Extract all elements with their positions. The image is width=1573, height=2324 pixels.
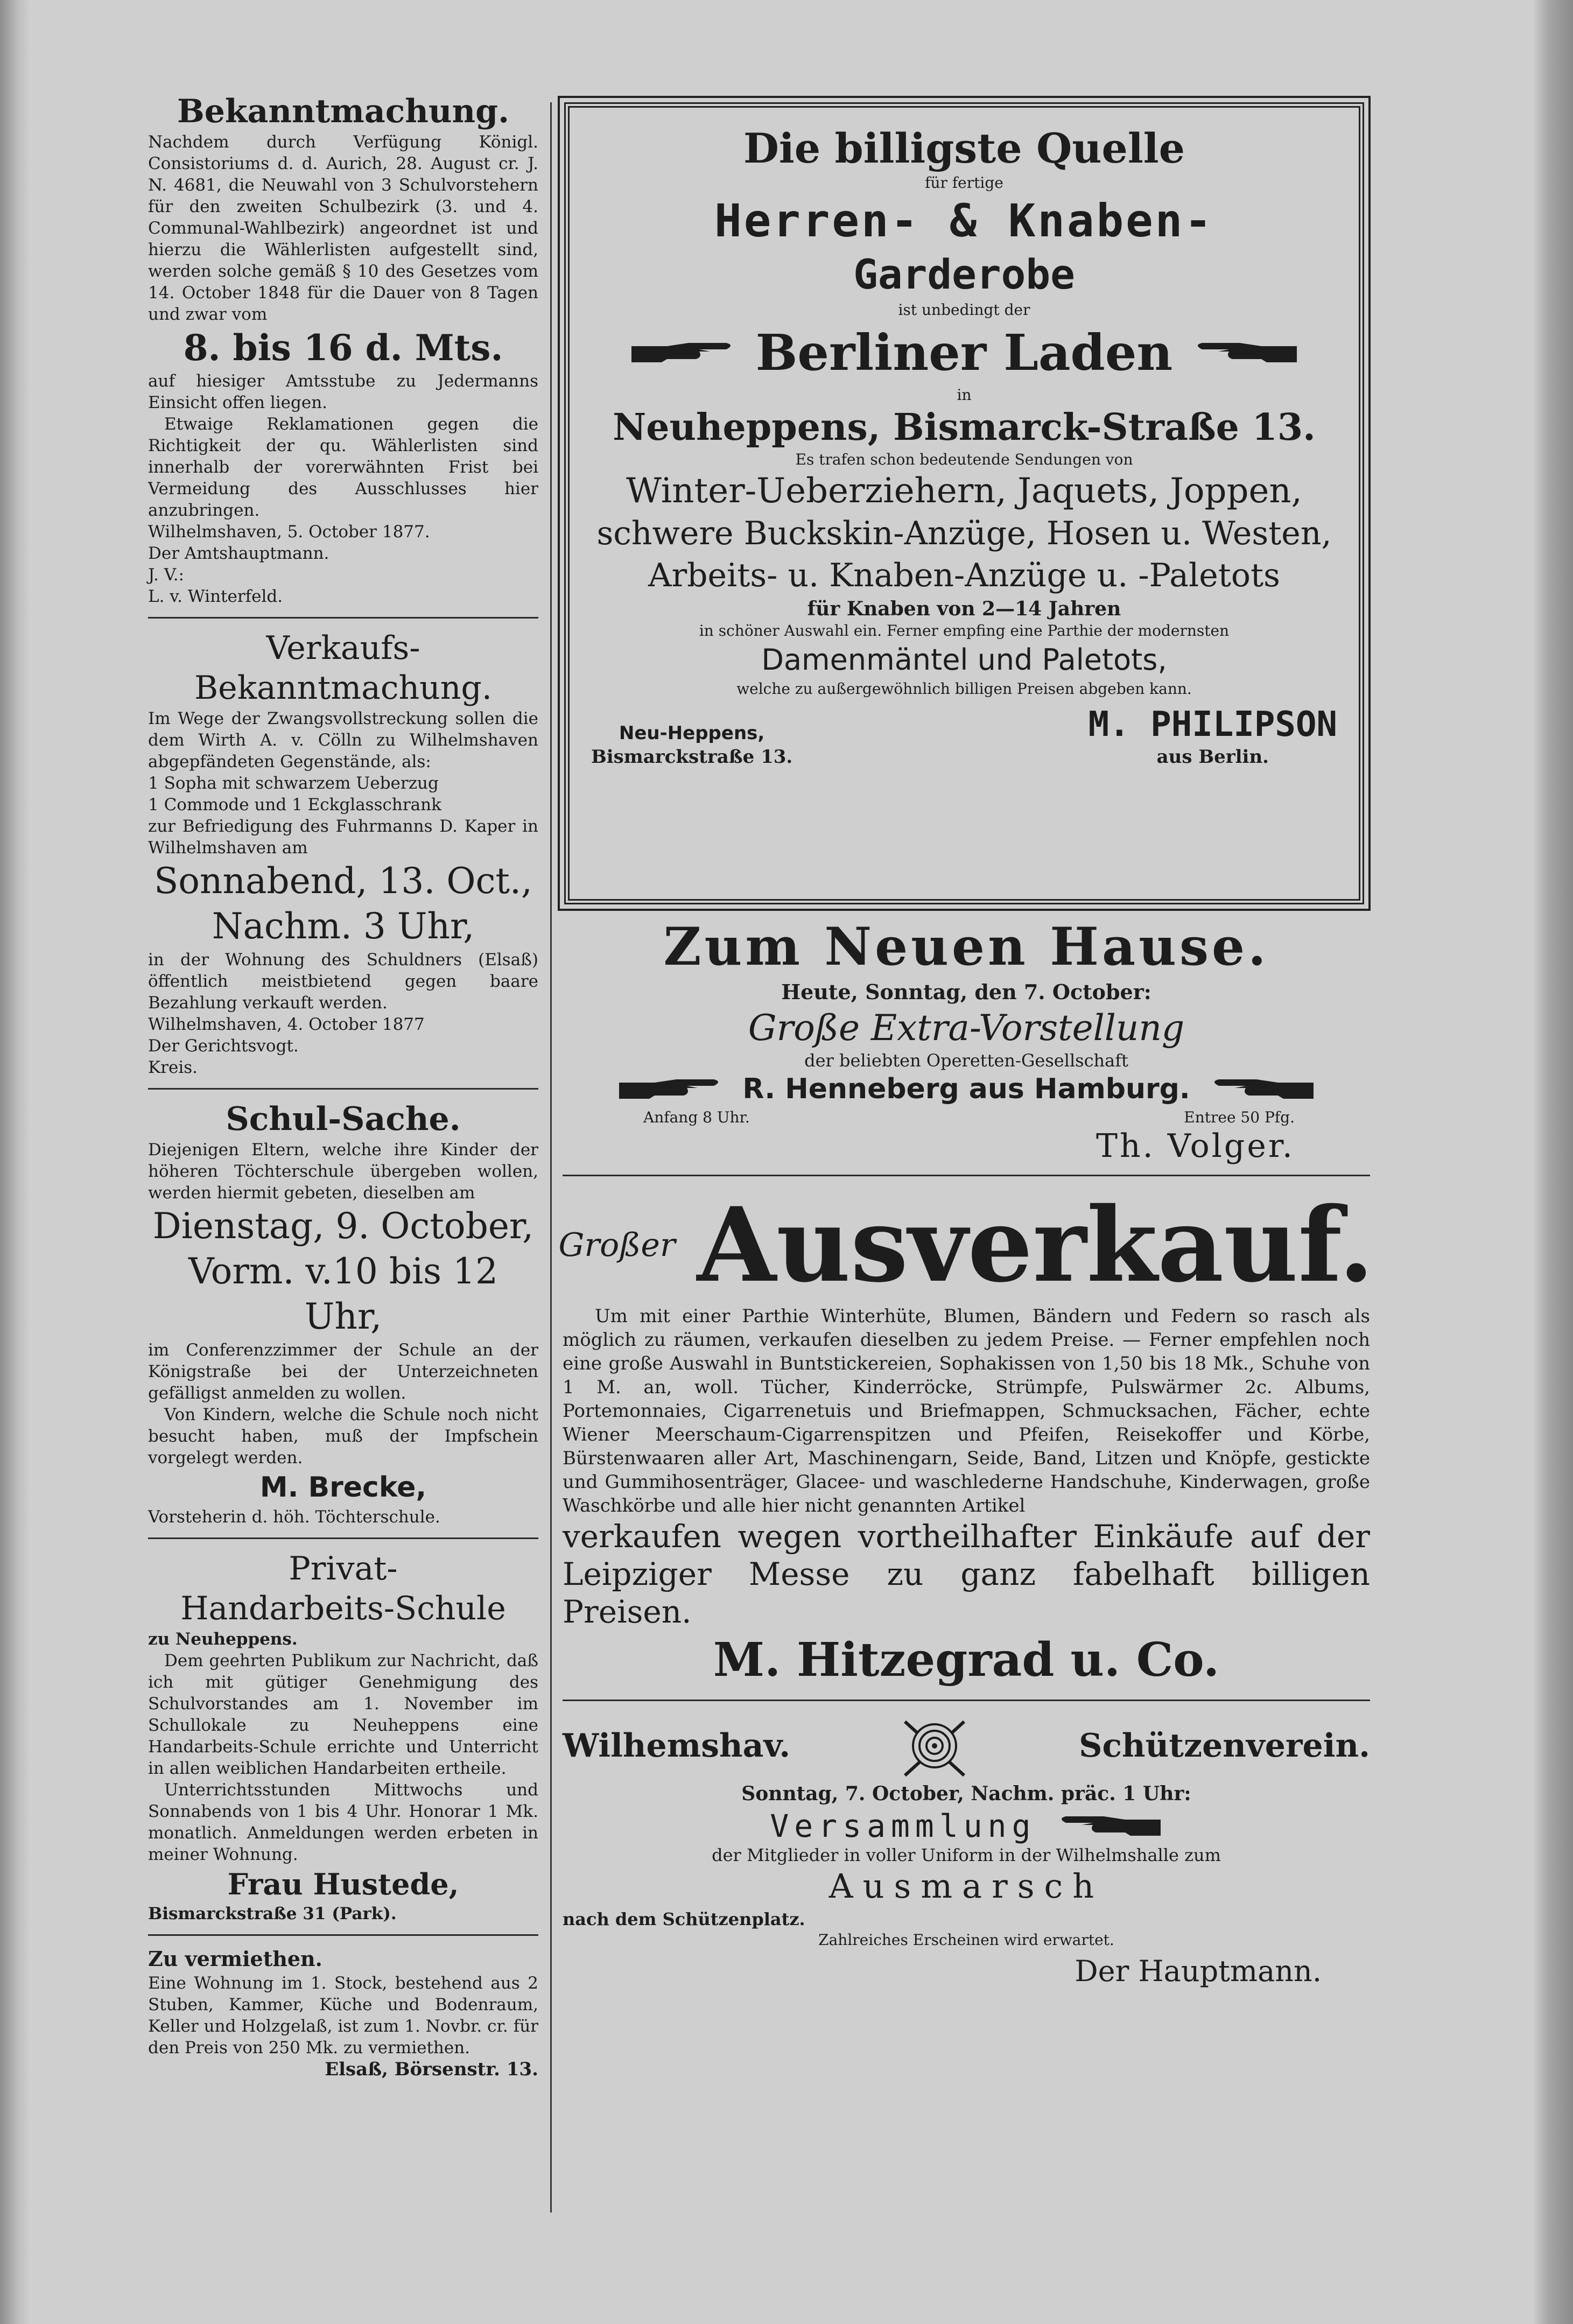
notice-address: Bismarckstraße 31 (Park). bbox=[148, 1904, 397, 1923]
notice-handarbeit bbox=[148, 1549, 538, 1925]
ad-item-line: Arbeits- u. Knaben-Anzüge u. -Paletots bbox=[648, 557, 1280, 594]
target-icon bbox=[900, 1711, 970, 1781]
ad-shop-line bbox=[591, 323, 1337, 382]
ad-start: Anfang 8 Uhr. bbox=[643, 1108, 750, 1126]
notice-text: Im Wege der Zwangsvollstreckung sollen die dem Wirth A. v. Cölln zu Wilhelmshaven abgepfändeten Gegenstände, als: bbox=[148, 709, 538, 771]
notice-title: Verkaufs- bbox=[266, 629, 420, 667]
notice-item: 1 Sopha mit schwarzem Ueberzug bbox=[148, 774, 439, 793]
notice-text: Nachdem durch Verfügung Königl. Consistoriums d. d. Aurich, 28. August cr. J. N. 4681, die Neuwahl von 3 Schulvorstehern für den zweiten Schulbezirk (3. und 4. Communal-Wahlbezirk) angeordnet ist und hierzu die Wählerlisten aufgestellt sind, werden solche gemäß § 10 des Gesetzes vom 14. October 1848 für die Dauer von 8 Tagen und zwar vom bbox=[148, 132, 538, 324]
notice-dates: 8. bis 16 d. Mts. bbox=[183, 327, 503, 369]
notice-text: Dem geehrten Publikum zur Nachricht, daß ich mit gütiger Genehmigung des Schulvorstandes am 1. November im Schullokale zu Neuheppens eine Handarbeits-Schule errichte und Unterricht in allen weiblichen Handarbeiten ertheile. bbox=[148, 1651, 538, 1778]
right-column bbox=[558, 915, 1374, 1993]
notice-text: Eine Wohnung im 1. Stock, bestehend aus 2 Stuben, Kammer, Küche und Bodenraum, Keller und Holzgelaß, ist zum 1. Novbr. cr. für den Preis von 250 Mk. zu vermiethen. bbox=[148, 1974, 538, 2058]
notice-title: Bekanntmachung. bbox=[194, 669, 492, 707]
ad-text: der beliebten Operetten-Gesellschaft bbox=[804, 1050, 1128, 1071]
ad-merchant-from: aus Berlin. bbox=[1156, 746, 1269, 768]
pointing-hand-right-icon bbox=[629, 341, 737, 364]
ad-company: R. Henneberg aus Hamburg. bbox=[742, 1073, 1190, 1105]
ad-merchant-name: M. PHILIPSON bbox=[1088, 705, 1337, 745]
notice-bekanntmachung bbox=[148, 92, 538, 607]
notice-role: Vorsteherin d. höh. Töchterschule. bbox=[148, 1507, 440, 1527]
notice-pp: J. V.: bbox=[148, 565, 184, 585]
pointing-hand-left-icon bbox=[1208, 1077, 1316, 1101]
notice-text: auf hiesiger Amtsstube zu Jedermanns Einsicht offen liegen. bbox=[148, 371, 538, 412]
ad-item-line: Damenmäntel und Paletots, bbox=[761, 643, 1167, 677]
ad-text: nach dem Schützenplatz. bbox=[563, 1909, 805, 1929]
notice-title: Privat- bbox=[289, 1550, 398, 1588]
pointing-hand-left-icon bbox=[1191, 341, 1299, 364]
ad-signature: M. Hitzegrad u. Co. bbox=[713, 1633, 1220, 1687]
notice-vermiethen bbox=[148, 1946, 538, 2080]
ad-company-line bbox=[563, 1070, 1370, 1108]
notice-title: Handarbeits-Schule bbox=[180, 1590, 506, 1627]
ad-header-right: Schützenverein. bbox=[1079, 1727, 1370, 1765]
notice-sub: zu Neuheppens. bbox=[148, 1630, 298, 1649]
notice-item: 1 Commode und 1 Eckglasschrank bbox=[148, 795, 441, 815]
ad-footer bbox=[591, 704, 1337, 769]
ad-address: Neuheppens, Bismarck-Straße 13. bbox=[613, 406, 1316, 449]
ad-assembly: Versammlung bbox=[770, 1808, 1036, 1844]
ad-pre: Großer bbox=[558, 1226, 676, 1264]
ad-signature: Der Hauptmann. bbox=[1075, 1954, 1322, 1988]
ad-title-line bbox=[558, 1185, 1374, 1305]
notice-date: Dienstag, 9. October, bbox=[152, 1205, 534, 1247]
ad-title: Ausverkauf. bbox=[697, 1185, 1374, 1305]
ad-title: Zum Neuen Hause. bbox=[663, 916, 1269, 977]
divider bbox=[563, 1175, 1370, 1176]
notice-verkauf bbox=[148, 628, 538, 1078]
ad-text: Heute, Sonntag, den 7. October: bbox=[781, 980, 1151, 1004]
ad-march: Ausmarsch bbox=[828, 1866, 1104, 1906]
ad-text: in bbox=[957, 386, 972, 404]
divider bbox=[563, 1700, 1370, 1701]
ad-text: für Knaben von 2—14 Jahren bbox=[807, 598, 1121, 620]
divider bbox=[148, 617, 538, 619]
ad-signature: Th. Volger. bbox=[1096, 1127, 1295, 1165]
notice-address: Elsaß, Börsenstr. 13. bbox=[325, 2059, 538, 2080]
notice-time: Nachm. 3 Uhr, bbox=[212, 905, 475, 947]
ad-text: Zahlreiches Erscheinen wird erwartet. bbox=[818, 1931, 1114, 1949]
page-spine bbox=[0, 0, 30, 2324]
ad-text: der Mitglieder in voller Uniform in der Wilhelmshalle zum bbox=[712, 1845, 1221, 1865]
ad-neuen-hause bbox=[563, 915, 1370, 1165]
ad-entry: Entree 50 Pfg. bbox=[1184, 1108, 1295, 1126]
ad-item-line: schwere Buckskin-Anzüge, Hosen u. Westen, bbox=[596, 515, 1332, 552]
divider bbox=[148, 1088, 538, 1090]
ad-footer-addr: Neu-Heppens, bbox=[619, 722, 765, 744]
ad-times bbox=[563, 1108, 1370, 1127]
ad-subtitle: Große Extra-Vorstellung bbox=[748, 1007, 1185, 1049]
ad-text-large: verkaufen wegen vortheilhafter Einkäufe auf der Leipziger Messe zu ganz fabelhaft billigen Preisen. bbox=[563, 1518, 1370, 1630]
ad-text: in schöner Auswahl ein. Ferner empfing eine Parthie der modernsten bbox=[699, 622, 1230, 640]
ad-headline: Herren- & Knaben- bbox=[714, 194, 1214, 247]
notice-title: Zu vermiethen. bbox=[148, 1947, 322, 1971]
notice-schul-sache bbox=[148, 1099, 538, 1528]
notice-date: Sonnabend, 13. Oct., bbox=[154, 860, 532, 902]
notice-office: Der Gerichtsvogt. bbox=[148, 1036, 299, 1056]
notice-office: Der Amtshauptmann. bbox=[148, 544, 329, 563]
ad-text: Sonntag, 7. October, Nachm. präc. 1 Uhr: bbox=[741, 1782, 1191, 1805]
notice-time: Vorm. v.10 bis 12 Uhr, bbox=[188, 1251, 498, 1337]
ad-text: Es trafen schon bedeutende Sendungen von bbox=[795, 451, 1133, 468]
notice-title: Bekanntmachung. bbox=[177, 93, 509, 130]
ad-text: welche zu außergewöhnlich billigen Preisen abgeben kann. bbox=[736, 680, 1192, 698]
ad-text: ist unbedingt der bbox=[898, 301, 1030, 319]
ad-item-line: Winter-Ueberziehern, Jaquets, Joppen, bbox=[626, 471, 1302, 511]
column-divider bbox=[550, 102, 552, 2213]
notice-text: Von Kindern, welche die Schule noch nicht besucht haben, muß der Impfschein vorgelegt werden. bbox=[148, 1405, 538, 1468]
notice-place-date: Wilhelmshaven, 4. October 1877 bbox=[148, 1015, 425, 1034]
page-edge bbox=[1533, 0, 1573, 2324]
ad-assembly-line bbox=[563, 1807, 1370, 1845]
pointing-hand-left-icon bbox=[1055, 1814, 1163, 1838]
ad-text: Um mit einer Parthie Winterhüte, Blumen, Bändern und Federn so rasch als möglich zu räumen, verkaufen dieselben zu jedem Preise. — Ferner empfehlen noch eine große Auswahl in Buntstickereien, Sophakissen von 1,50 bis 18 Mk., Schuhe von 1 M. an, woll. Tücher, Kinderröcke, Strümpfe, Pulswärmer 2c. Albums, Portemonnaies, Cigarrenetuis und Briefmappen, Schmucksachen, Fächer, echte Wiener Meerschaum-Cigarrenspitzen und Pfeifen, Reisekoffer und Körbe, Bürstenwaaren aller Art, Maschinengarn, Seide, Band, Litzen und Knöpfe, gestickte und Gummihosenträger, Glacee- und waschlederne Handschuhe, Kinderwagen, große Waschkörbe und alle hier nicht genannten Artikel bbox=[563, 1305, 1370, 1516]
ad-frame-berliner-laden bbox=[564, 102, 1364, 904]
notice-signature: Kreis. bbox=[148, 1058, 198, 1077]
ad-headline: Garderobe bbox=[853, 250, 1075, 298]
notice-title: Schul-Sache. bbox=[226, 1100, 461, 1138]
divider bbox=[148, 1537, 538, 1539]
pointing-hand-right-icon bbox=[617, 1077, 725, 1101]
ad-text: für fertige bbox=[925, 174, 1003, 192]
notice-text: zur Befriedigung des Fuhrmanns D. Kaper in Wilhelmshaven am bbox=[148, 817, 538, 858]
notice-text: im Conferenzzimmer der Schule an der Königstraße bei der Unterzeichneten gefälligst anmelden zu wollen. bbox=[148, 1340, 538, 1403]
notice-signature: Frau Hustede, bbox=[227, 1867, 459, 1901]
notice-text: in der Wohnung des Schuldners (Elsaß) öffentlich meistbietend gegen baare Bezahlung verkauft werden. bbox=[148, 950, 538, 1013]
notice-text: Unterrichtsstunden Mittwochs und Sonnabends von 1 bis 4 Uhr. Honorar 1 Mk. monatlich. Anmeldungen werden erbeten in meiner Wohnung. bbox=[148, 1780, 538, 1864]
ad-footer-addr: Bismarckstraße 13. bbox=[591, 746, 793, 768]
ad-header bbox=[563, 1711, 1370, 1781]
ad-ausverkauf bbox=[558, 1185, 1374, 1690]
ad-shop-name: Berliner Laden bbox=[755, 324, 1173, 382]
notice-text: Diejenigen Eltern, welche ihre Kinder der höheren Töchterschule übergeben wollen, werden hiermit gebeten, dieselben am bbox=[148, 1140, 538, 1203]
ad-header-left: Wilhemshav. bbox=[563, 1727, 791, 1765]
ad-headline: Die billigste Quelle bbox=[743, 124, 1185, 172]
notice-place-date: Wilhelmshaven, 5. October 1877. bbox=[148, 522, 430, 542]
left-column bbox=[148, 92, 538, 2080]
notice-signature: L. v. Winterfeld. bbox=[148, 587, 283, 606]
notice-signature: M. Brecke, bbox=[259, 1471, 427, 1504]
notice-text: Etwaige Reklamationen gegen die Richtigkeit der qu. Wählerlisten sind innerhalb der vorerwähnten Frist bei Vermeidung des Ausschlusses hier anzubringen. bbox=[148, 415, 538, 520]
divider bbox=[148, 1934, 538, 1936]
ad-schuetzenverein bbox=[563, 1711, 1370, 1993]
